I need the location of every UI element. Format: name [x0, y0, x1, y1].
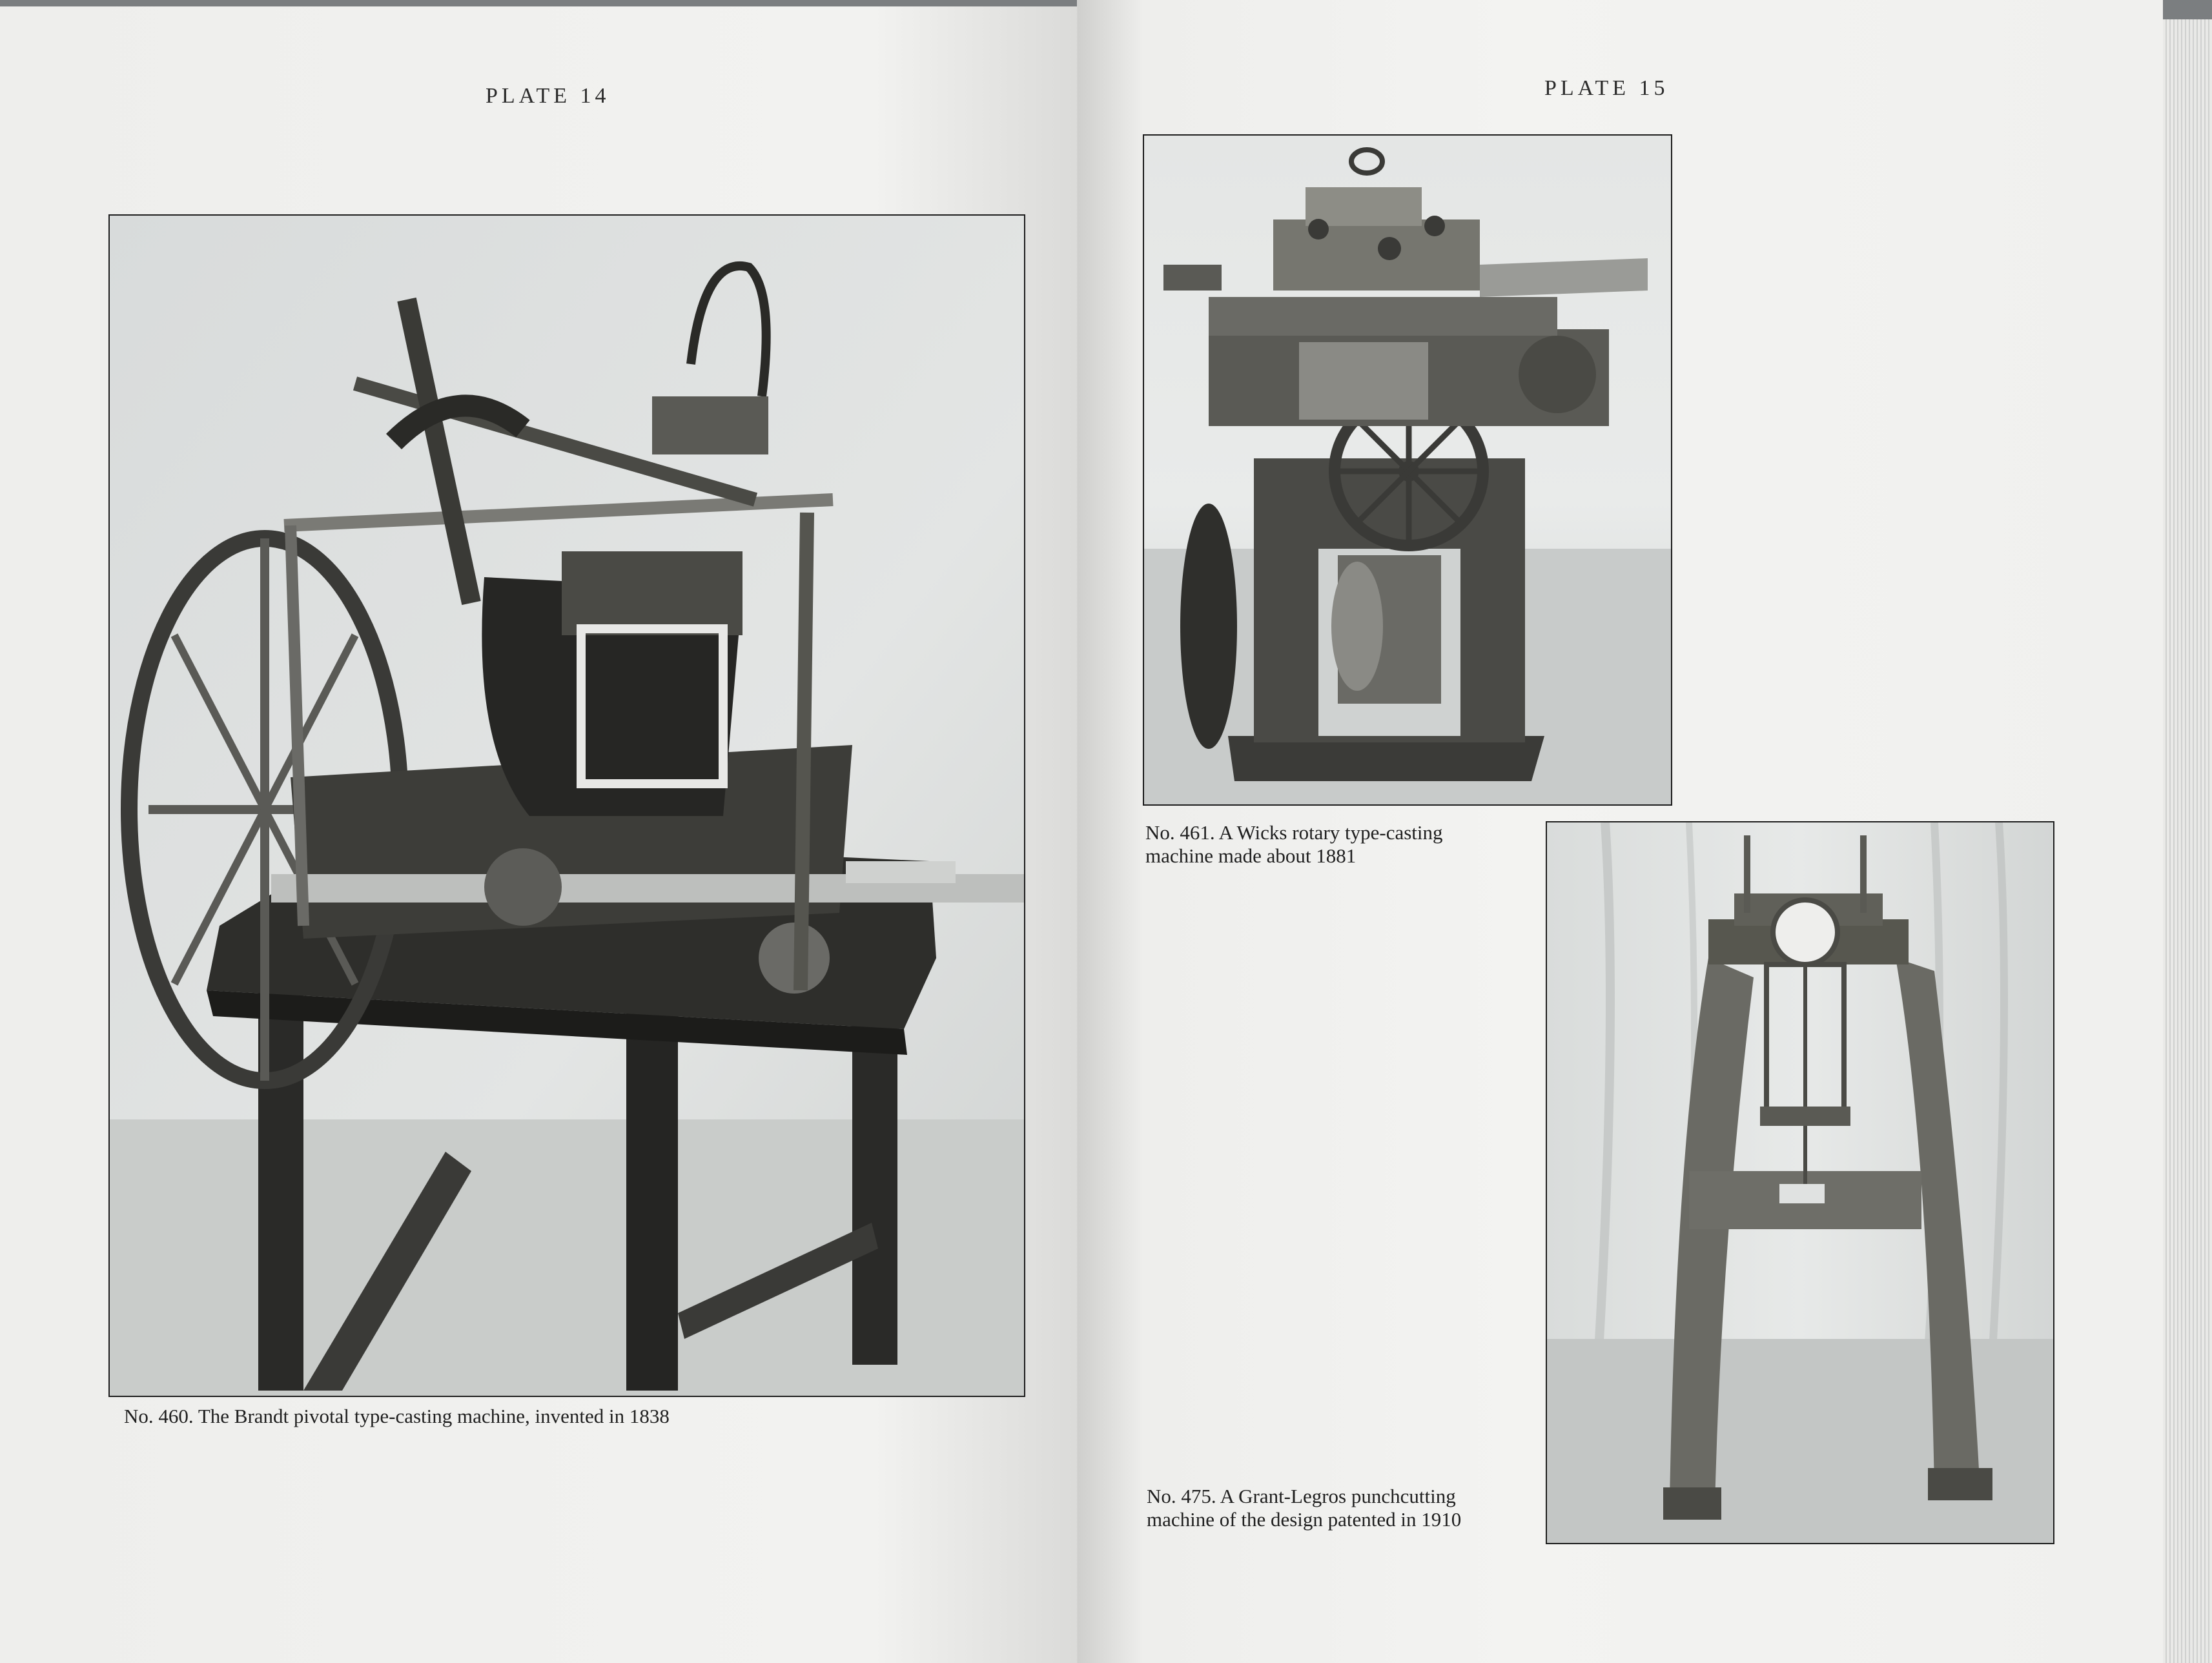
right-page: [1078, 0, 2163, 1663]
photo-grant-legros-machine: [1546, 821, 2054, 1544]
caption-no-460: No. 460. The Brandt pivotal type-casting machine, invented in 1838: [124, 1405, 670, 1427]
photo-wicks-machine: [1143, 134, 1672, 806]
caption-no-475-line-1: No. 475. A Grant-Legros punchcutting: [1147, 1485, 1456, 1507]
caption-no-461-line-1: No. 461. A Wicks rotary type-casting: [1145, 821, 1443, 844]
plate-14-label: PLATE 14: [486, 84, 610, 108]
photo-brandt-machine: [108, 214, 1025, 1397]
caption-no-475: [1147, 1485, 1534, 1531]
plate-15-label: PLATE 15: [1544, 76, 1669, 100]
caption-no-461: [1145, 821, 1546, 868]
caption-no-475-line-2: machine of the design patented in 1910: [1147, 1508, 1462, 1531]
left-page: [0, 6, 1091, 1663]
caption-no-461-line-2: machine made about 1881: [1145, 844, 1357, 867]
